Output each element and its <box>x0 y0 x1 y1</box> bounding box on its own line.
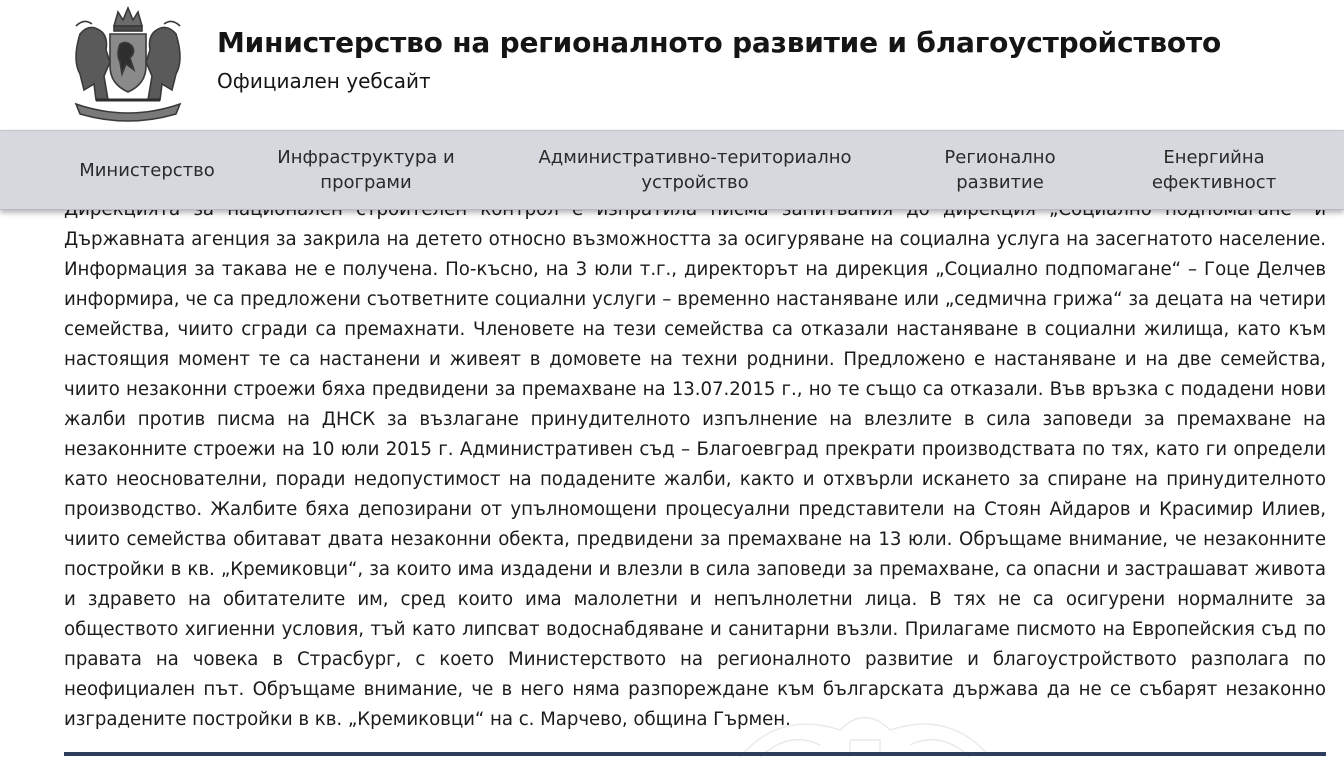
nav-item-label: Министерство <box>79 159 215 181</box>
nav-item-energy[interactable] <box>1128 131 1300 209</box>
nav-item-administrative[interactable] <box>520 131 870 209</box>
article-body <box>64 195 1326 735</box>
nav-item-ministry[interactable] <box>64 131 230 209</box>
coat-of-arms-watermark-icon <box>700 700 1030 757</box>
main-navigation <box>0 130 1344 210</box>
nav-item-regional[interactable] <box>918 131 1082 209</box>
nav-item-label: Енергийна ефективност <box>1151 147 1277 193</box>
site-header <box>0 0 1344 130</box>
nav-item-label: Административно-териториално устройство <box>538 147 852 193</box>
nav-item-label: Инфраструктура и програми <box>277 147 455 193</box>
coat-of-arms-icon[interactable] <box>66 4 190 124</box>
article-paragraph: Държавната агенция за закрила на детето относно възможността за осигуряване на социална услуга на засегнатото население. Информация за такава не е получена. По-късно, на 3 юли т.г., директорът на дирекция „Социално подпомагане“ – Гоце Делчев информира, че са предложени съответните социални услуги – временно настаняване или „седмична грижа“ за децата на четири семейства, чиито сгради са премахнати. Членовете на тези семейства са отказали настаняване в социални жилища, като към настоящия момент те са настанени и живеят в домовете на техни роднини. Предложено е настаняване и на две семейства, чиито незаконни строежи бяха предвидени за премахване на 13.07.2015 г., но те също са отказали. Във връзка с подадени нови жалби против писма на ДНСК за възлагане принудителното изпълнение на влезлите в сила заповеди за премахване на незаконните строежи на 10 юли 2015 г. Административен съд – Благоевград прекрати производствата по тях, като ги определи като неоснователни, поради недопустимост на подадените жалби, както и отхвърли искането за спиране на принудителното производство. Жалбите бяха депозирани от упълномощени процесуални представители на Стоян Айдаров и Красимир Илиев, чиито семейства обитават двата незаконни обекта, предвидени за премахване на 13 юли. Обръщаме внимание, че незаконните постройки в кв. „Кремиковци“, за които има издадени и влезли в сила заповеди за премахване, са опасни и застрашават живота и здравето на обитателите им, сред които има малолетни и непълнолетни лица. В тях не са осигурени нормалните за обществото хигиенни условия, тъй като липсват водоснабдяване и санитарни възли. Прилагаме писмото на Европейския съд по правата на човека в Страсбург, с което Министерството на регионалното развитие и благоустройството разполага по неофициален път. Обръщаме внимание, че в него няма разпореждане към българската държава да не се събарят незаконно изградените постройки в кв. „Кремиковци“ на с. Марчево, община Гърмен. <box>64 229 1326 730</box>
nav-item-label: Регионално развитие <box>944 147 1056 193</box>
site-subtitle: Официален уебсайт <box>217 69 431 93</box>
content-divider <box>64 752 1326 756</box>
site-title[interactable]: Министерство на регионалното развитие и благоустройството <box>217 26 1222 59</box>
nav-item-infrastructure[interactable] <box>262 131 470 209</box>
